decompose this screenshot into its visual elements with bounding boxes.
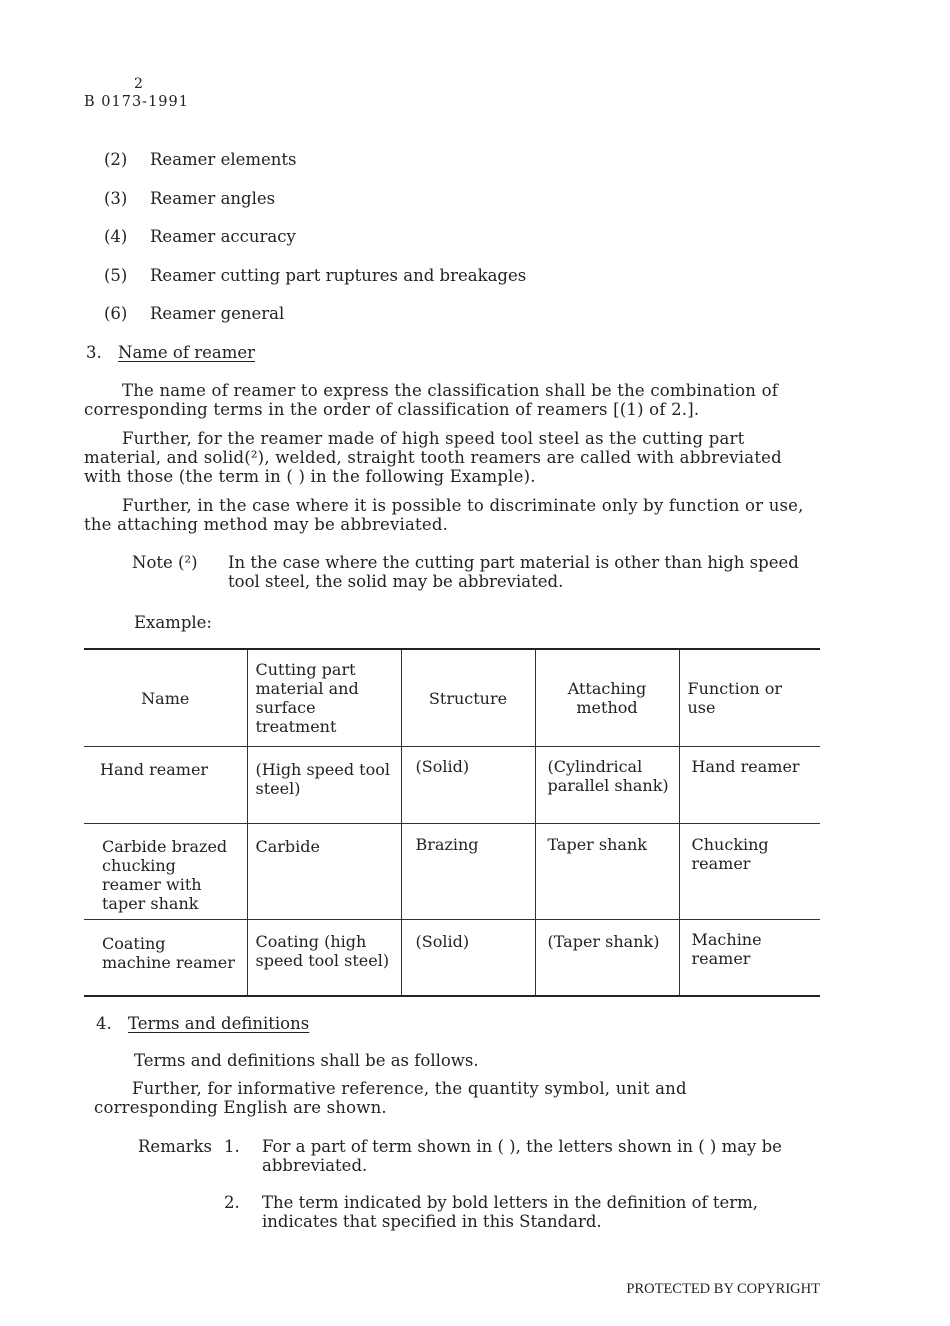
table-cell: (Solid) xyxy=(401,747,535,824)
table-header-attaching-method: Attaching method xyxy=(535,649,679,747)
table-header-material: Cutting part material and surface treatment xyxy=(247,649,401,747)
section-4-number: 4. xyxy=(96,1014,112,1033)
list-item-text: Reamer elements xyxy=(150,150,297,169)
table-cell: Coating (high speed tool steel) xyxy=(247,920,401,996)
section-3-paragraph-1: The name of reamer to express the classification shall be the combination of corresponding terms in the order of classification of reamers [(1) of 2.]. xyxy=(84,381,779,419)
list-item-number: (3) xyxy=(104,189,128,208)
copyright-notice: PROTECTED BY COPYRIGHT xyxy=(626,1281,820,1297)
section-4-title: Terms and definitions xyxy=(128,1014,310,1033)
remark-number: 1. xyxy=(224,1137,240,1156)
section-3-paragraph-2: Further, for the reamer made of high speed tool steel as the cutting part material, and solid(²), welded, straight tooth reamers are called with abbreviated with those (the term in ( ) in the following Example). xyxy=(84,429,782,486)
section-3-number: 3. xyxy=(86,343,102,362)
table-cell: Brazing xyxy=(401,824,535,920)
note-text: In the case where the cutting part material is other than high speed tool steel, the solid may be abbreviated. xyxy=(228,553,799,591)
section-4-paragraph-2: Further, for informative reference, the quantity symbol, unit and corresponding English are shown. xyxy=(94,1079,687,1117)
remarks-label: Remarks xyxy=(138,1137,213,1156)
list-item-number: (2) xyxy=(104,150,128,169)
table-header-function: Function or use xyxy=(679,649,820,747)
standard-code: B 0173-1991 xyxy=(84,94,189,110)
section-3-title: Name of reamer xyxy=(118,343,256,362)
table-cell: Hand reamer xyxy=(100,760,209,779)
table-cell: (Solid) xyxy=(401,920,535,996)
table-row xyxy=(84,824,820,920)
example-label: Example: xyxy=(134,613,212,632)
example-table xyxy=(84,648,820,997)
remark-text: The term indicated by bold letters in the definition of term, indicates that specified in this Standard. xyxy=(262,1193,759,1231)
table-cell: Taper shank xyxy=(535,824,679,920)
table-cell: Machine reamer xyxy=(679,920,820,996)
page-number: 2 xyxy=(134,76,143,92)
list-item-text: Reamer cutting part ruptures and breakages xyxy=(150,266,527,285)
list-item-text: Reamer accuracy xyxy=(150,227,296,246)
table-row xyxy=(84,747,820,824)
remark-number: 2. xyxy=(224,1193,240,1212)
table-cell: Coating machine reamer xyxy=(102,934,235,972)
table-header-row xyxy=(84,649,820,747)
list-item-text: Reamer angles xyxy=(150,189,276,208)
list-item-number: (4) xyxy=(104,227,128,246)
table-cell: Carbide brazed chucking reamer with taper shank xyxy=(102,837,228,913)
table-header-structure: Structure xyxy=(401,649,535,747)
table-cell: Hand reamer xyxy=(679,747,820,824)
section-3-paragraph-3: Further, in the case where it is possible to discriminate only by function or use, the attaching method may be abbreviated. xyxy=(84,496,804,534)
note-label: Note (²) xyxy=(132,553,198,572)
table-row xyxy=(84,920,820,996)
section-4-paragraph-1: Terms and definitions shall be as follows. xyxy=(134,1051,479,1070)
table-cell: (Taper shank) xyxy=(535,920,679,996)
table-header-name: Name xyxy=(141,688,190,708)
table-cell: Carbide xyxy=(247,824,401,920)
table-cell: (High speed tool steel) xyxy=(247,747,401,824)
list-item-number: (5) xyxy=(104,266,128,285)
list-item-text: Reamer general xyxy=(150,304,285,323)
remark-text: For a part of term shown in ( ), the letters shown in ( ) may be abbreviated. xyxy=(262,1137,782,1175)
table-cell: Chucking reamer xyxy=(679,824,820,920)
table-cell: (Cylindrical parallel shank) xyxy=(535,747,679,824)
list-item-number: (6) xyxy=(104,304,128,323)
